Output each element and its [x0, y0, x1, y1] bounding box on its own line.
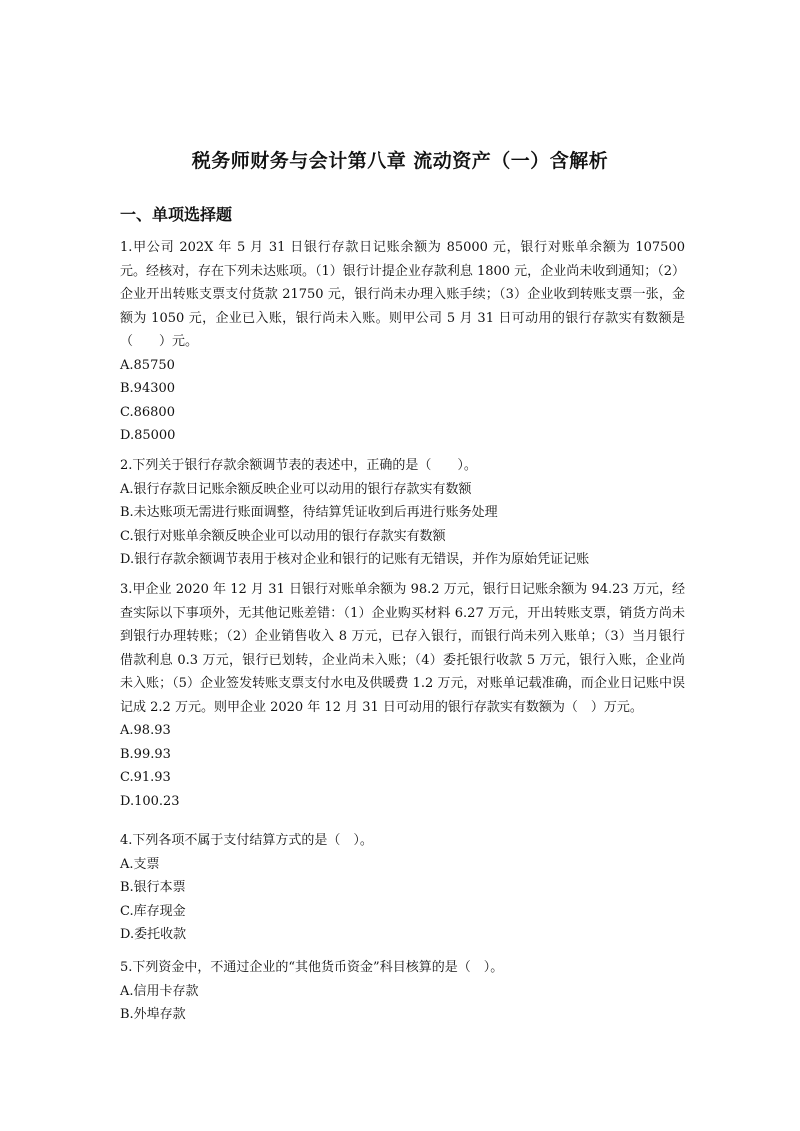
option-d: D.100.23 — [120, 793, 180, 809]
option-c: C.库存现金 — [120, 903, 186, 919]
option-d: D.银行存款余额调节表用于核对企业和银行的记账有无错误，并作为原始凭证记账 — [120, 552, 590, 567]
section-heading: 一、单项选择题 — [120, 205, 233, 224]
option-c: C.银行对账单余额反映企业可以动用的银行存款实有数额 — [120, 528, 446, 544]
option-d: D.委托收款 — [120, 927, 187, 942]
option-b: B.外埠存款 — [120, 1007, 186, 1022]
option-a: A.85750 — [120, 357, 175, 373]
question-4 — [120, 829, 685, 947]
question-5 — [120, 956, 685, 1027]
option-b: B.99.93 — [120, 746, 171, 762]
option-a: A.支票 — [120, 856, 160, 872]
option-c: C.91.93 — [120, 770, 171, 785]
option-a: A.98.93 — [120, 723, 171, 738]
option-b: B.银行本票 — [120, 880, 186, 895]
question-stem: 3.甲企业 2020 年 12 月 31 日银行对账单余额为 98.2 万元，银行日记账余额为 94.23 万元，经查实际以下事项外，无其他记账差错：（1）企业购买材料 6.27 万元，开出转账支票，销货方尚未到银行办理转账；（2）企业销售收入 8 万元，已存入银行，而银行尚未列入账单；（3）当月银行借款利息 0.3 万元，银行已划转，企业尚未入账；（4）委托银行收款 5 万元，银行入账，企业尚未入账；（5）企业签发转账支票支付水电及供暖费 1.2 万元，对账单记载准确，而企业日记账中误记成 2.2 万元。则甲企业 2020 年 12 月 31 日可动用的银行存款实有数额为（ ）万元。 — [120, 582, 685, 715]
question-1 — [120, 236, 685, 448]
option-b: B.未达账项无需进行账面调整，待结算凭证收到后再进行账务处理 — [120, 505, 498, 520]
question-stem: 1.甲公司 202X 年 5 月 31 日银行存款日记账余额为 85000 元，银行对账单余额为 107500 元。经核对，存在下列未达账项。（1）银行计提企业存款利息 1800 元，企业尚未收到通知；（2）企业开出转账支票支付货款 21750 元，银行尚未办理入账手续；（3）企业收到转账支票一张，金额为 1050 元，企业已入账，银行尚未入账。则甲公司 5 月 31 日可动用的银行存款实有数额是（ ）元。 — [120, 240, 685, 349]
option-a: A.信用卡存款 — [120, 983, 199, 999]
question-stem: 5.下列资金中，不通过企业的“其他货币资金”科目核算的是（ ）。 — [120, 960, 504, 975]
question-stem: 2.下列关于银行存款余额调节表的表述中，正确的是（ ）。 — [120, 458, 477, 473]
question-stem: 4.下列各项不属于支付结算方式的是（ ）。 — [120, 833, 373, 848]
question-2 — [120, 454, 685, 572]
question-3 — [120, 578, 685, 813]
page-title: 税务师财务与会计第八章 流动资产（一）含解析 — [191, 150, 609, 172]
option-d: D.85000 — [120, 428, 176, 443]
option-a: A.银行存款日记账余额反映企业可以动用的银行存款实有数额 — [120, 481, 472, 497]
option-b: B.94300 — [120, 381, 176, 396]
option-c: C.86800 — [120, 404, 175, 420]
